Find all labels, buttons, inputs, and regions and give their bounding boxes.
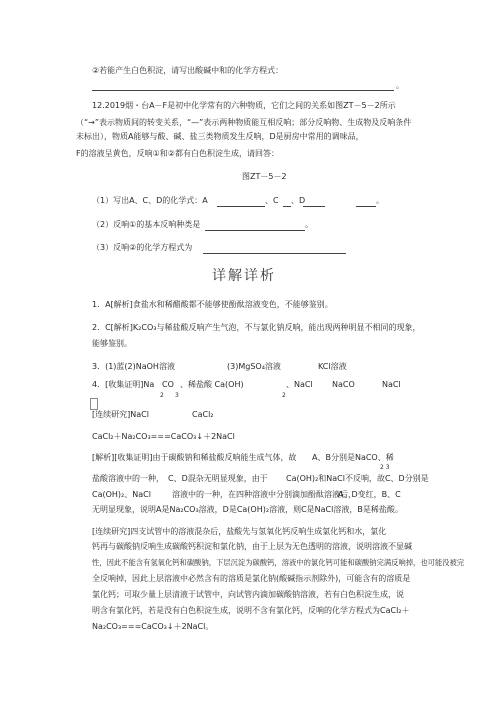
research-line-4: 全反响掉，因此上层溶液中必然含有的溶质是氯化钠(酸碱指示剂除外)，可能含有的溶质是 — [92, 574, 411, 583]
research-line-3: 性，因此不能含有氢氧化钙和碳酸钠，下层沉淀为碳酸钙，溶液中的氯化钙可能和碳酸钠完满反响掉，也可能没被完 — [92, 558, 465, 567]
equation-1: CaCl₂＋Na₂CO₃===CaCO₃↓＋2NaCl — [92, 432, 235, 441]
q12-figure-caption: 图ZT－5－2 — [242, 172, 287, 181]
q12-line-2: （“→”表示物质间的转变关系，“—”表示两种物质能互相反响；部分反响物、生成物及反响条件 — [76, 118, 412, 127]
q11-line-2: ②若能产生白色积淀，请写出酸碱中和的化学方程式： — [92, 66, 284, 75]
q11-end-mark: 。 — [396, 81, 404, 90]
answer-4-part-c: 、稀盐酸 Ca(OH) — [180, 380, 244, 389]
q12-sub1-end: 。 — [376, 196, 384, 205]
research-line-2: 钙再与碳酸钠反响生成碳酸钙积淀和氯化钠，由于上层为无色透明的溶液，说明溶液不显碱 — [92, 542, 412, 551]
q12-sub1-c: 、C — [265, 196, 279, 205]
continue-research-label: [连续研究]NaCl — [92, 410, 149, 419]
bracket-marker — [90, 398, 98, 410]
research-line-6: 明含有氯化钙，若是没有白色积淀生成，说明不含有氯化钙，反响的化学方程式为CaCl₂＋ — [92, 606, 410, 615]
answer-2-line-2: 能够鉴别。 — [92, 339, 132, 348]
answer-1: 1．A[解析]食盐水和稀醋酸都不能够使酚酞溶液变色，不能够鉴别。 — [92, 300, 333, 309]
q12-blank-equation — [203, 253, 346, 254]
analysis-line-2a: 盐酸溶液中的一种， — [92, 474, 164, 483]
analysis-line-2c: Ca(OH)₂和NaCl不反响，故C、D分别是 — [286, 474, 429, 483]
research-line-5: 氯化钙；可取少量上层清液于试管中，向试管内滴加碳酸钠溶液，若有白色积淀生成，说 — [92, 590, 404, 599]
analysis-line-4: 无明显现象，说明A是Na₂CO₃溶液，D是Ca(OH)₂溶液，则C是NaCl溶液，B是稀盐酸。 — [92, 505, 403, 514]
research-line-1: [连续研究]四支试管中的溶液混杂后，盐酸先与氢氧化钙反响生成氯化钙和水，氯化 — [92, 527, 387, 536]
q11-answer-blank — [92, 90, 394, 91]
answer-4-part-f: NaCl — [382, 380, 401, 389]
answer-4-part-d: 、NaCl — [286, 380, 313, 389]
q12-line-3: 未标出），物质A能够与酸、碱、盐三类物质发生反响，D是厨房中常用的调味品， — [76, 132, 364, 141]
answer-4-subscript-2: 2 — [160, 392, 164, 399]
q12-blank-reaction-type — [205, 230, 305, 231]
analysis-line-2b: C、D混杂无明显现象，由于 — [168, 474, 268, 483]
answer-3-part-a: 3．(1)蓝(2)NaOH溶液 — [92, 362, 175, 371]
q12-blank-c — [283, 206, 291, 207]
answer-4-part-e: NaCO — [332, 380, 355, 389]
continue-research-cacl2: CaCl₂ — [192, 410, 214, 419]
q12-blank-a — [217, 206, 265, 207]
answer-3-part-b: (3)MgSO₄溶液 — [227, 362, 281, 371]
q12-blank-extra — [356, 206, 376, 207]
research-line-7: Na₂CO₃===CaCO₃↓＋2NaCl。 — [92, 622, 214, 631]
q12-sub2-label: （2）反响①的基本反响种类是 — [92, 220, 201, 229]
answer-4-part-a: 4．[收集证明]Na — [92, 380, 155, 389]
analysis-line-1a: [解析][收集证明]由于碳酸钠和稀盐酸反响能生成气体，故 — [92, 453, 297, 462]
analysis-line-3a: Ca(OH)₂、NaCl — [92, 490, 151, 499]
q12-blank-d — [303, 206, 325, 207]
answer-4-subscript-2b: 2 — [282, 392, 286, 399]
analysis-subscript: 2 3 — [380, 464, 390, 471]
q12-sub3-label: （3）反响②的化学方程式为 — [92, 243, 193, 252]
q12-sub2-end: 。 — [305, 220, 313, 229]
q12-line-4: F的溶液呈黄色，反响①和②都有白色积淀生成，请回答： — [76, 149, 279, 158]
analysis-line-3c: A、D变红，B、C — [338, 490, 401, 499]
answer-4-part-b: CO — [162, 380, 174, 389]
q12-line-1: 12.2019烟・台A－F是初中化学常有的六种物质，它们之间的关系如图ZT－5－2所示 — [92, 101, 396, 110]
analysis-line-1b: A、B分别是NaCO、稀 — [312, 453, 394, 462]
q12-sub1-d: 、D — [291, 196, 306, 205]
answers-title: 详解详析 — [212, 268, 276, 284]
q12-sub1-label: （1）写出A、C、D的化学式：A — [92, 196, 208, 205]
answer-2-line-1: 2．C[解析]K₂CO₃与稀盐酸反响产生气泡，不与氯化钠反响，能出现两种明显不相同的现象， — [92, 323, 421, 332]
answer-4-subscript-3: 3 — [175, 392, 179, 399]
answer-3-part-c: KCl溶液 — [318, 362, 347, 371]
analysis-line-3b: 溶液中的一种，在四种溶液中分别滴加酚酞溶液后， — [172, 490, 356, 499]
